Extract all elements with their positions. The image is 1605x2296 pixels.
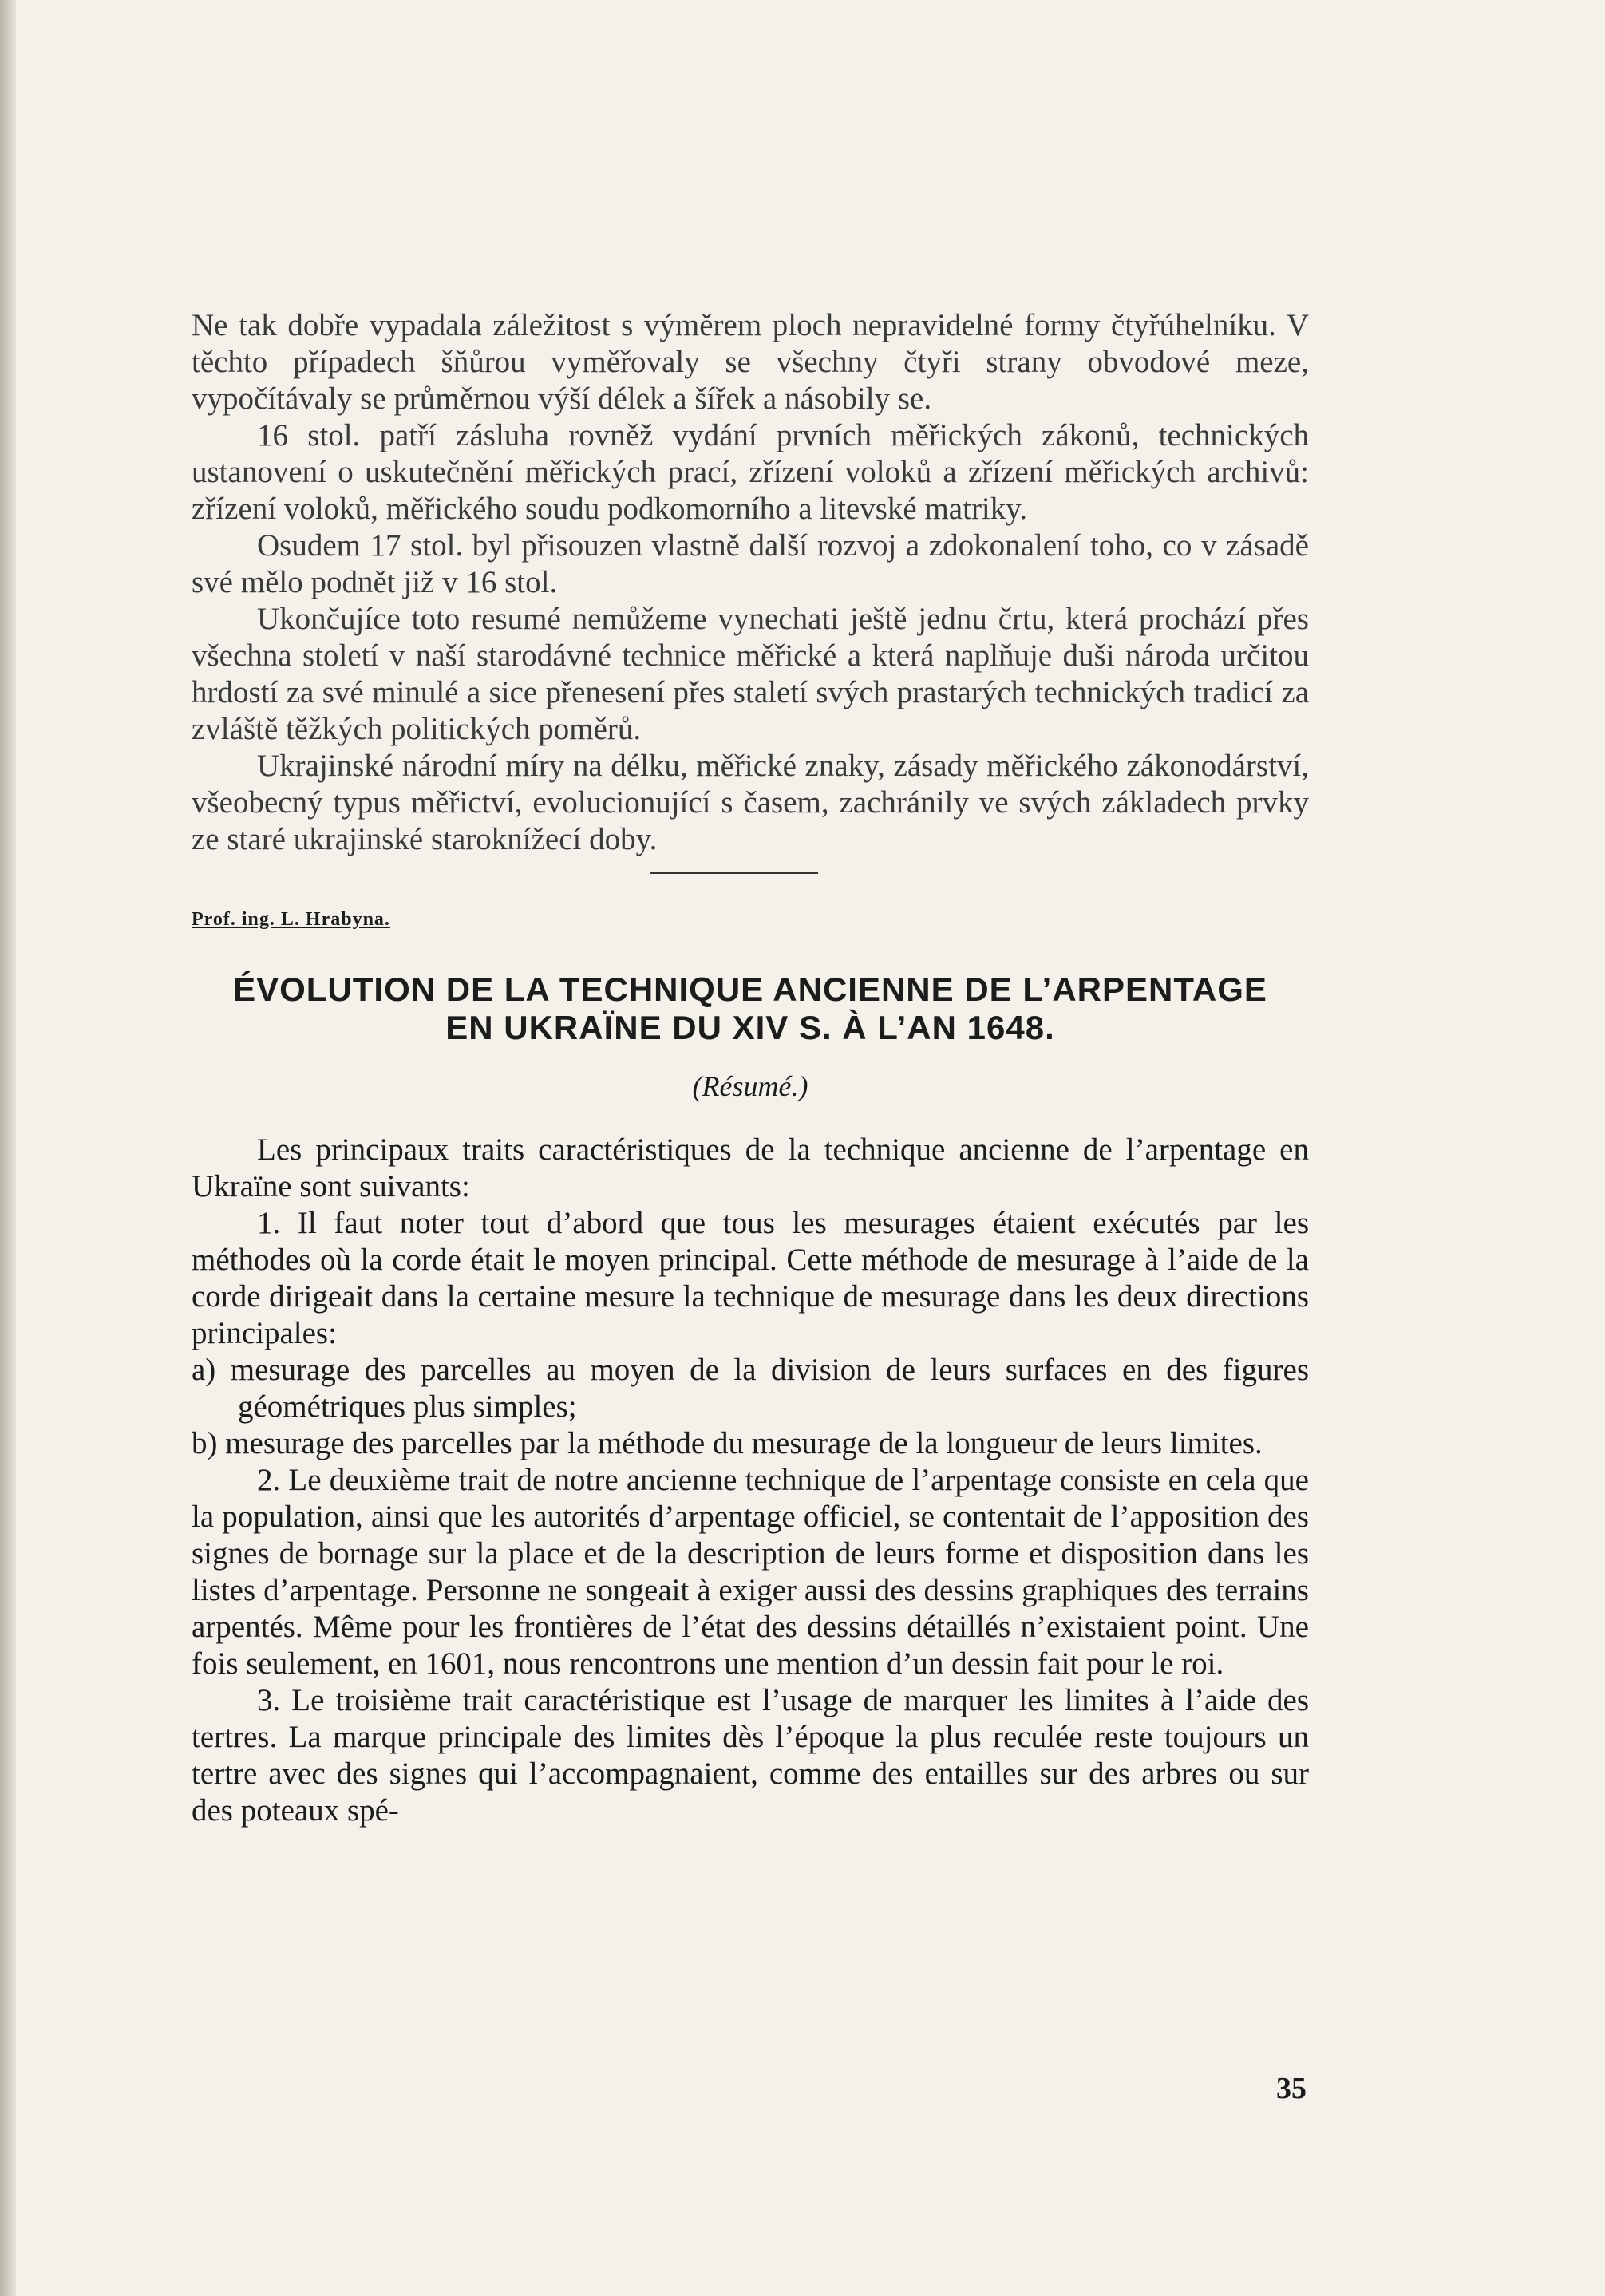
czech-summary [192,307,1309,858]
page-content [192,307,1309,1829]
french-intro: Les principaux traits caractéristiques de la technique ancienne de l’arpentage en Ukraïne sont suivants: [192,1132,1309,1204]
czech-paragraph-2: 16 stol. patří zásluha rovněž vydání prvních měřických zákonů, technických ustanovení o uskutečnění měřických prací, zřízení voloků a zřízení měřických archivů: zřízení voloků, měřického soudu podkomorního a litevské matriky. [192,418,1309,526]
section-divider [650,872,818,874]
czech-paragraph-5: Ukrajinské národní míry na délku, měřické znaky, zásady měřického zákonodárství, všeobecný typus měřictví, evolucionující s časem, zachránily ve svých základech prvky ze staré ukrajinské staroknížecí doby. [192,749,1309,856]
page-number: 35 [1276,2072,1307,2105]
page-binding-edge [0,0,16,2296]
czech-paragraph-4: Ukončujíce toto resumé nemůžeme vynechati ještě jednu črtu, která prochází přes všechna století v naší starodávné technice měřické a která naplňuje duši národa určitou hrdostí za své minulé a sice přenesení přes staletí svých prastarých technických tradicí za zvláště těžkých politických poměrů. [192,602,1309,746]
french-point-1: 1. Il faut noter tout d’abord que tous les mesurages étaient exécutés par les méthodes où la corde était le moyen principal. Cette méthode de mesurage à l’aide de la corde dirigeait dans la certaine mesure la technique de mesurage dans les deux directions principales: [192,1206,1309,1351]
french-summary [192,1132,1309,1829]
french-point-1b: b) mesurage des parcelles par la méthode du mesurage de la longueur de leurs limites. [192,1426,1263,1461]
article-title-line-1: ÉVOLUTION DE LA TECHNIQUE ANCIENNE DE L’ARPENTAGE [233,970,1267,1008]
french-point-1a: a) mesurage des parcelles au moyen de la division de leurs surfaces en des figures géométriques plus simples; [192,1353,1309,1425]
french-point-2: 2. Le deuxième trait de notre ancienne technique de l’arpentage consiste en cela que la population, ainsi que les autorités d’arpentage officiel, se contentait de l’apposition des signes de bornage sur la place et de la description de leurs forme et disposition dans les listes d’arpentage. Personne ne songeait à exiger aussi des dessins graphiques des terrains arpentés. Même pour les frontières de l’état des dessins détaillés n’existaient point. Une fois seulement, en 1601, nous rencontrons une mention d’un dessin fait pour le roi. [192,1463,1309,1681]
czech-paragraph-3: Osudem 17 stol. byl přisouzen vlastně další rozvoj a zdokonalení toho, co v zásadě své mělo podnět již v 16 stol. [192,528,1309,599]
article-title-line-2: EN UKRAÏNE DU XIV S. À L’AN 1648. [445,1009,1055,1046]
czech-paragraph-1: Ne tak dobře vypadala záležitost s výměrem ploch nepravidelné formy čtyřúhelníku. V těchto případech šňůrou vyměřovaly se všechny čtyři strany obvodové meze, vypočítávaly se průměrnou výší délek a šířek a násobily se. [192,308,1309,416]
article-title [192,970,1309,1047]
article-subtitle: (Résumé.) [692,1070,808,1103]
author-name: Prof. ing. L. Hrabyna. [192,909,390,930]
french-point-3: 3. Le troisième trait caractéristique est l’usage de marquer les limites à l’aide des tertres. La marque principale des limites dès l’époque la plus reculée reste toujours un tertre avec des signes qui l’accompagnaient, comme des entailles sur des arbres ou sur des poteaux spé- [192,1683,1309,1828]
